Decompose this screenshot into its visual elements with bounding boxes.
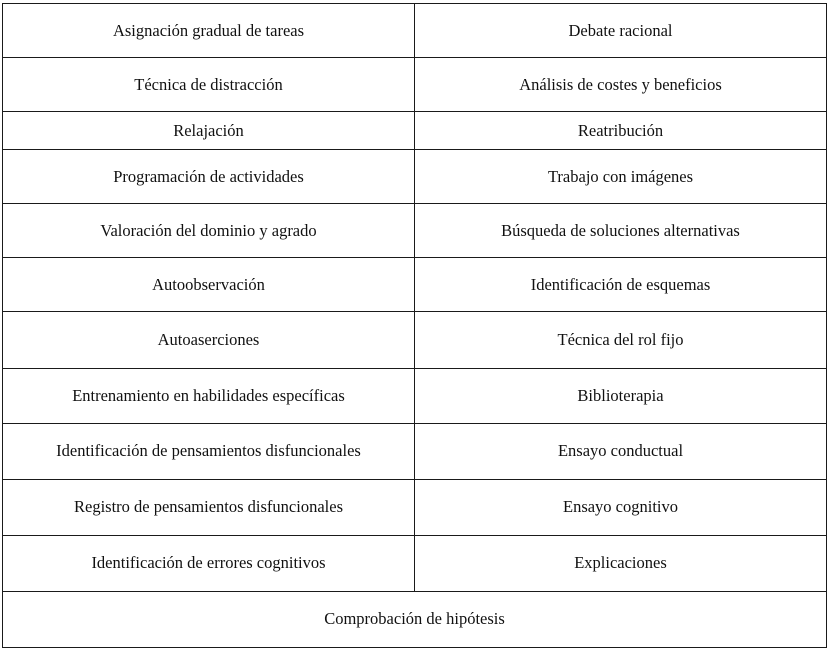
table-cell: Registro de pensamientos disfuncionales [3, 479, 415, 535]
table-cell: Identificación de errores cognitivos [3, 535, 415, 591]
table-row [3, 112, 827, 150]
table-cell: Técnica de distracción [3, 58, 415, 112]
table-cell: Ensayo cognitivo [415, 479, 827, 535]
techniques-table [2, 3, 827, 648]
table-cell: Biblioterapia [415, 368, 827, 423]
table-cell: Explicaciones [415, 535, 827, 591]
table-row [3, 423, 827, 479]
table-cell: Valoración del dominio y agrado [3, 204, 415, 258]
techniques-table-body [3, 4, 827, 648]
table-row [3, 312, 827, 368]
table-cell: Asignación gradual de tareas [3, 4, 415, 58]
table-cell: Autoobservación [3, 258, 415, 312]
table-row [3, 204, 827, 258]
table-row [3, 258, 827, 312]
table-cell: Análisis de costes y beneficios [415, 58, 827, 112]
table-cell: Búsqueda de soluciones alternativas [415, 204, 827, 258]
table-cell: Programación de actividades [3, 150, 415, 204]
table-footer-cell: Comprobación de hipótesis [3, 591, 827, 647]
table-cell: Trabajo con imágenes [415, 150, 827, 204]
table-cell: Autoaserciones [3, 312, 415, 368]
table-cell: Técnica del rol fijo [415, 312, 827, 368]
table-cell: Entrenamiento en habilidades específicas [3, 368, 415, 423]
table-cell: Relajación [3, 112, 415, 150]
table-row [3, 368, 827, 423]
table-footer-row [3, 591, 827, 647]
table-row [3, 150, 827, 204]
table-row [3, 58, 827, 112]
table-row [3, 4, 827, 58]
table-row [3, 479, 827, 535]
table-cell: Reatribución [415, 112, 827, 150]
table-cell: Identificación de pensamientos disfuncionales [3, 423, 415, 479]
table-cell: Identificación de esquemas [415, 258, 827, 312]
table-cell: Debate racional [415, 4, 827, 58]
table-row [3, 535, 827, 591]
table-cell: Ensayo conductual [415, 423, 827, 479]
